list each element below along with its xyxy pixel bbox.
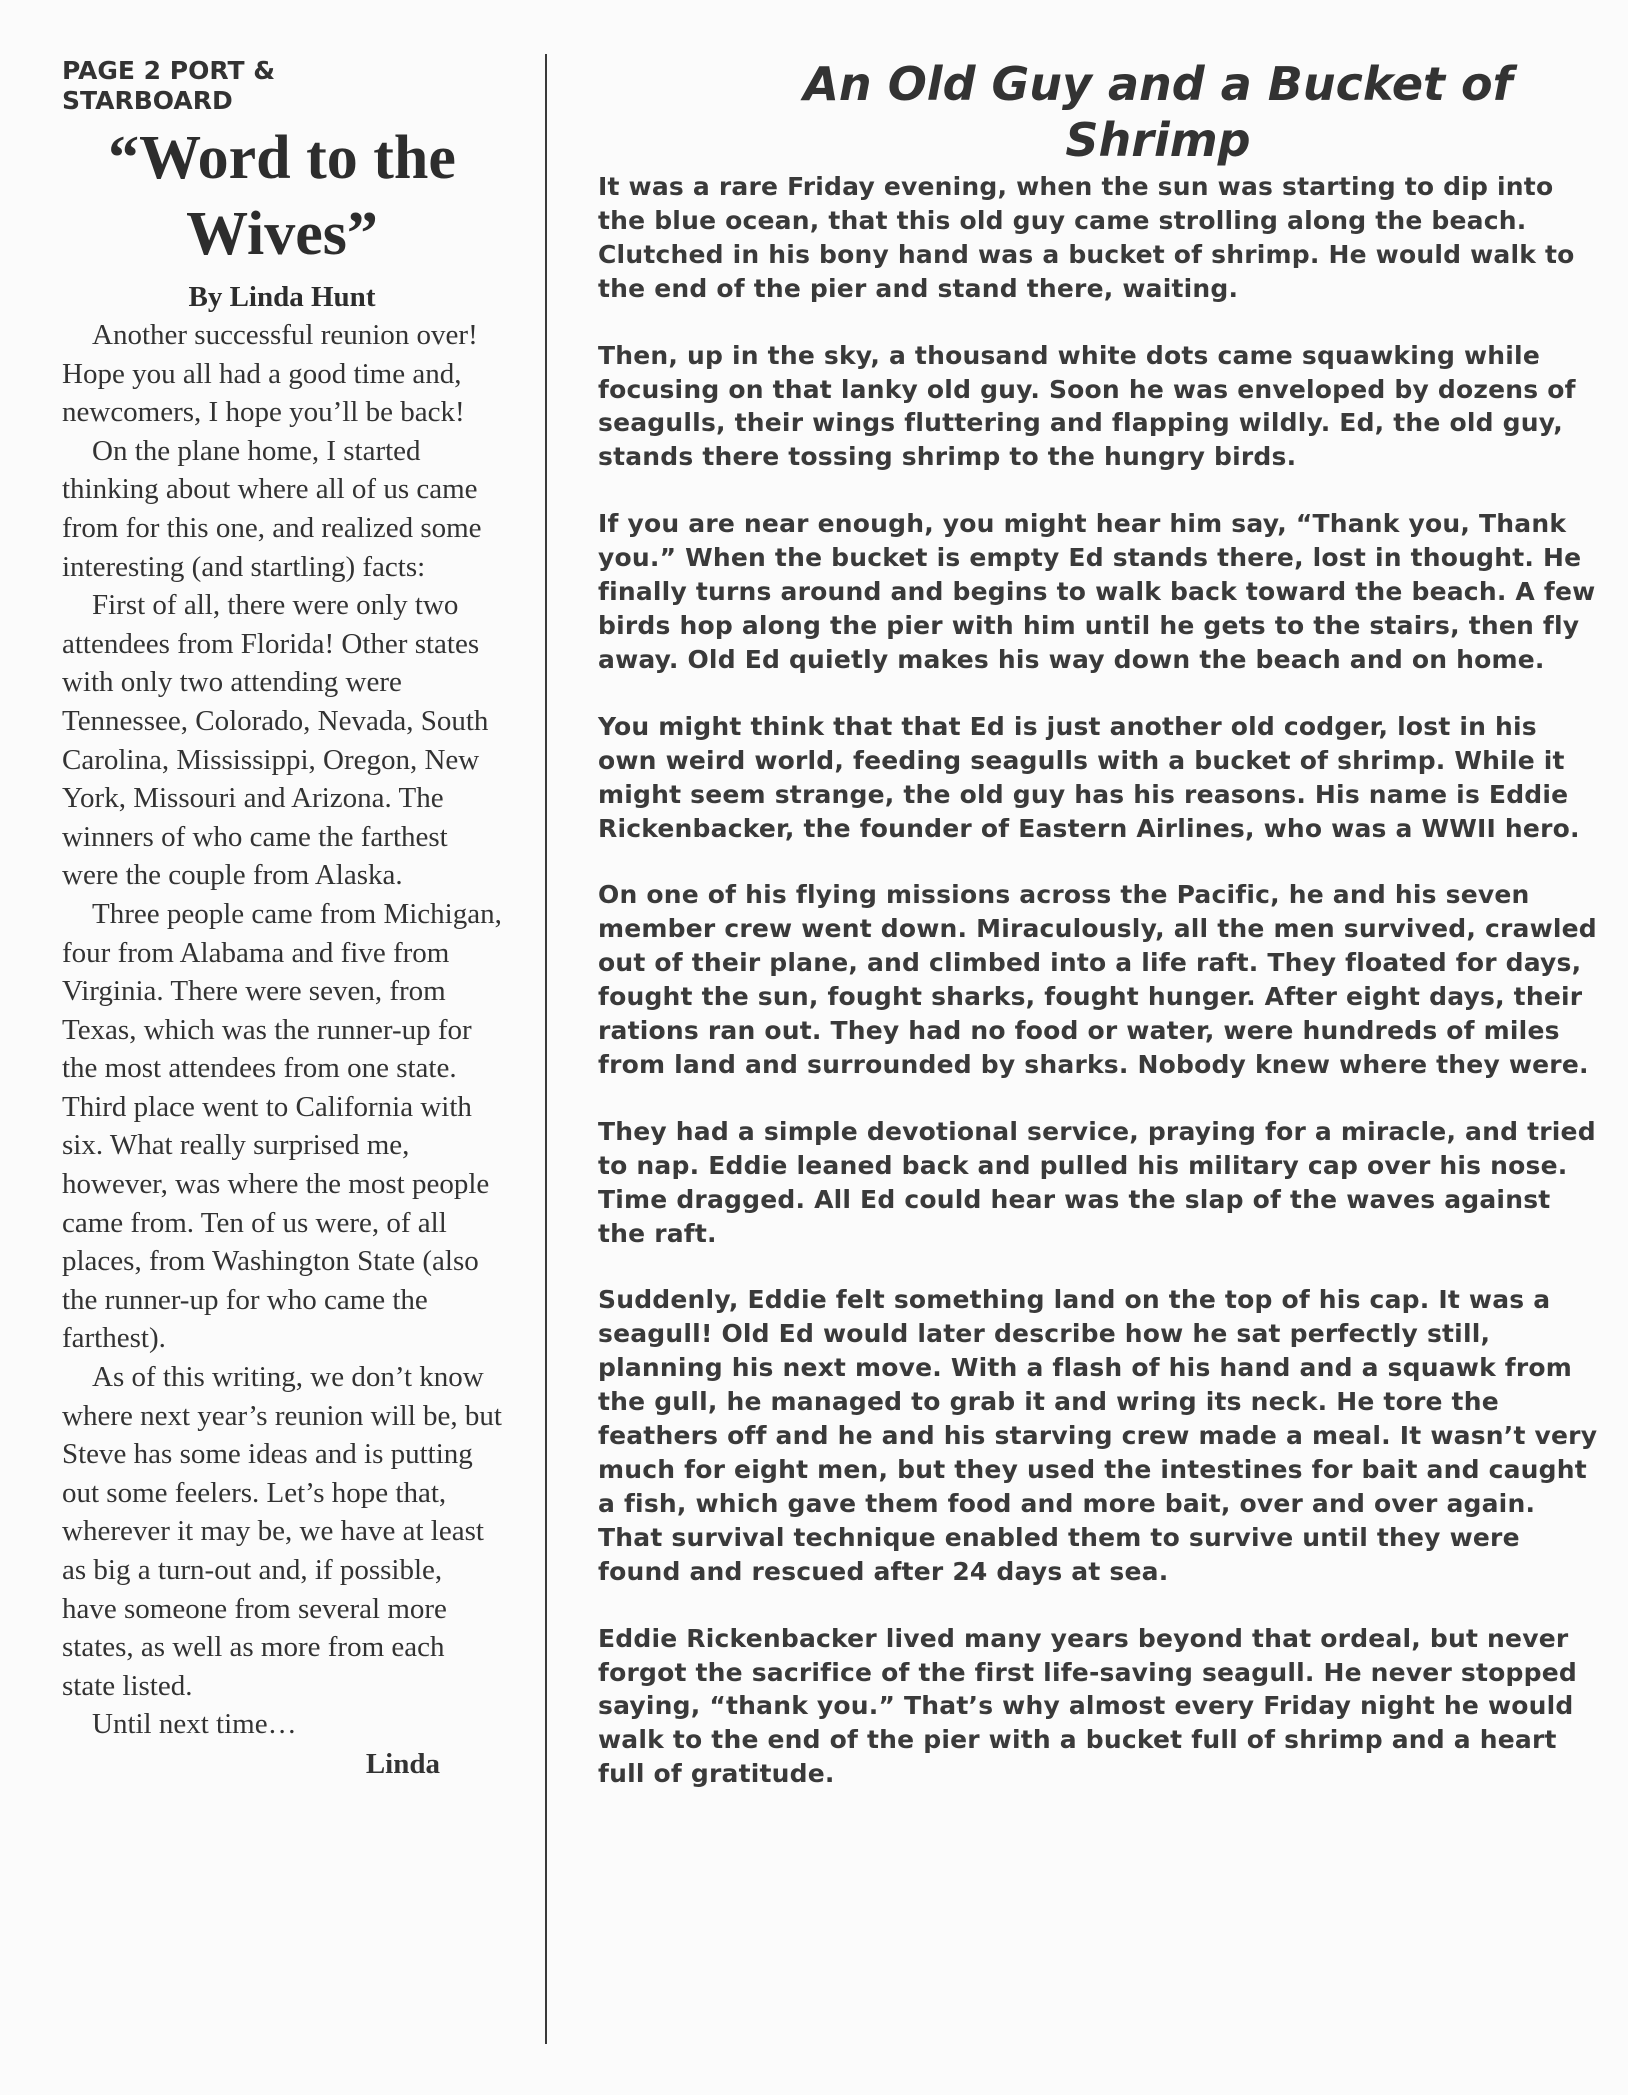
- column-paragraph: As of this writing, we don’t know where next year’s reunion will be, but Steve has some ideas and is putting out some feelers. Let’s hope that, wherever it may be, we have at least as big a turn-out and, if possible, have someone from several more states, as well as more from each state listed.: [62, 1361, 502, 1702]
- story-paragraph: You might think that that Ed is just another old codger, lost in his own weird world, feeding seagulls with a bucket of shrimp. While it might seem strange, the old guy has his reasons. His name is Eddie Rickenbacker, the founder of Eastern Airlines, who was a WWII hero.: [598, 711, 1580, 843]
- story-body: [598, 170, 1598, 1791]
- story-paragraph: They had a simple devotional service, praying for a miracle, and tried to nap. Eddie leaned back and pulled his military cap over his nose. Time dragged. All Ed could hear was the slap of the waves against the raft.: [598, 1116, 1596, 1248]
- story-paragraph: Eddie Rickenbacker lived many years beyond that ordeal, but never forgot the sacrifice of the first life-saving seagull. He never stopped saying, “thank you.” That’s why almost every Friday night he would walk to the end of the pier with a bucket full of shrimp and a heart full of gratitude.: [598, 1623, 1577, 1789]
- signoff: Linda: [365, 1747, 440, 1780]
- word-to-the-wives-column: [62, 56, 502, 1784]
- column-divider: [545, 54, 547, 2044]
- column-paragraph: Until next time…: [92, 1708, 297, 1741]
- story-paragraph: If you are near enough, you might hear him say, “Thank you, Thank you.” When the bucket is empty Ed stands there, lost in thought. He finally turns around and begins to walk back toward the beach. A few birds hop along the pier with him until he gets to the stairs, then fly away. Old Ed quietly makes his way down the beach and on home.: [598, 509, 1596, 674]
- story-title: An Old Guy and a Bucket of Shrimp: [803, 57, 1513, 167]
- story-paragraph: It was a rare Friday evening, when the sun was starting to dip into the blue ocean, that this old guy came strolling along the beach. Clutched in his bony hand was a bucket of shrimp. He would walk to the end of the pier and stand there, waiting.: [598, 172, 1575, 303]
- page-label: PAGE 2 PORT & STARBOARD: [62, 56, 276, 115]
- story-paragraph: Then, up in the sky, a thousand white dots came squawking while focusing on that lanky old guy. Soon he was enveloped by dozens of seagulls, their wings fluttering and flapping wildly. Ed, the old guy, stands there tossing shrimp to the hungry birds.: [598, 340, 1576, 472]
- column-paragraph: Another successful reunion over! Hope you all had a good time and, newcomers, I hope you’ll be back!: [62, 319, 478, 429]
- column-title: “Word to the Wives”: [108, 124, 456, 268]
- story-paragraph: Suddenly, Eddie felt something land on the top of his cap. It was a seagull! Old Ed would later describe how he sat perfectly still, planning his next move. With a flash of his hand and a squawk from the gull, he managed to grab it and wring its neck. He tore the feathers off and he and his starving crew made a meal. It wasn’t very much for eight men, but they used the intestines for bait and caught a fish, which gave them food and more bait, over and over again. That survival technique enabled them to survive until they were found and rescued after 24 days at sea.: [598, 1285, 1598, 1586]
- column-paragraph: First of all, there were only two attendees from Florida! Other states with only two attending were Tennessee, Colorado, Nevada, South Carolina, Mississippi, Oregon, New York, Missouri and Arizona. The winners of who came the farthest were the couple from Alaska.: [62, 589, 489, 892]
- column-body: [62, 316, 502, 1744]
- byline: By Linda Hunt: [188, 281, 376, 313]
- column-paragraph: Three people came from Michigan, four from Alabama and five from Virginia. There were seven, from Texas, which was the runner-up for the most attendees from one state. Third place went to California with six. What really surprised me, however, was where the most people came from. Ten of us were, of all places, from Washington State (also the runner-up for who came the farthest).: [62, 897, 502, 1355]
- story-column: [598, 56, 1598, 1824]
- story-paragraph: On one of his flying missions across the Pacific, he and his seven member crew went down. Miraculously, all the men survived, crawled out of their plane, and climbed into a life raft. They floated for days, fought the sun, fought sharks, fought hunger. After eight days, their rations ran out. They had no food or water, were hundreds of miles from land and surrounded by sharks. Nobody knew where they were.: [598, 880, 1597, 1079]
- column-paragraph: On the plane home, I started thinking about where all of us came from for this one, and realized some interesting (and startling) facts:: [62, 434, 482, 583]
